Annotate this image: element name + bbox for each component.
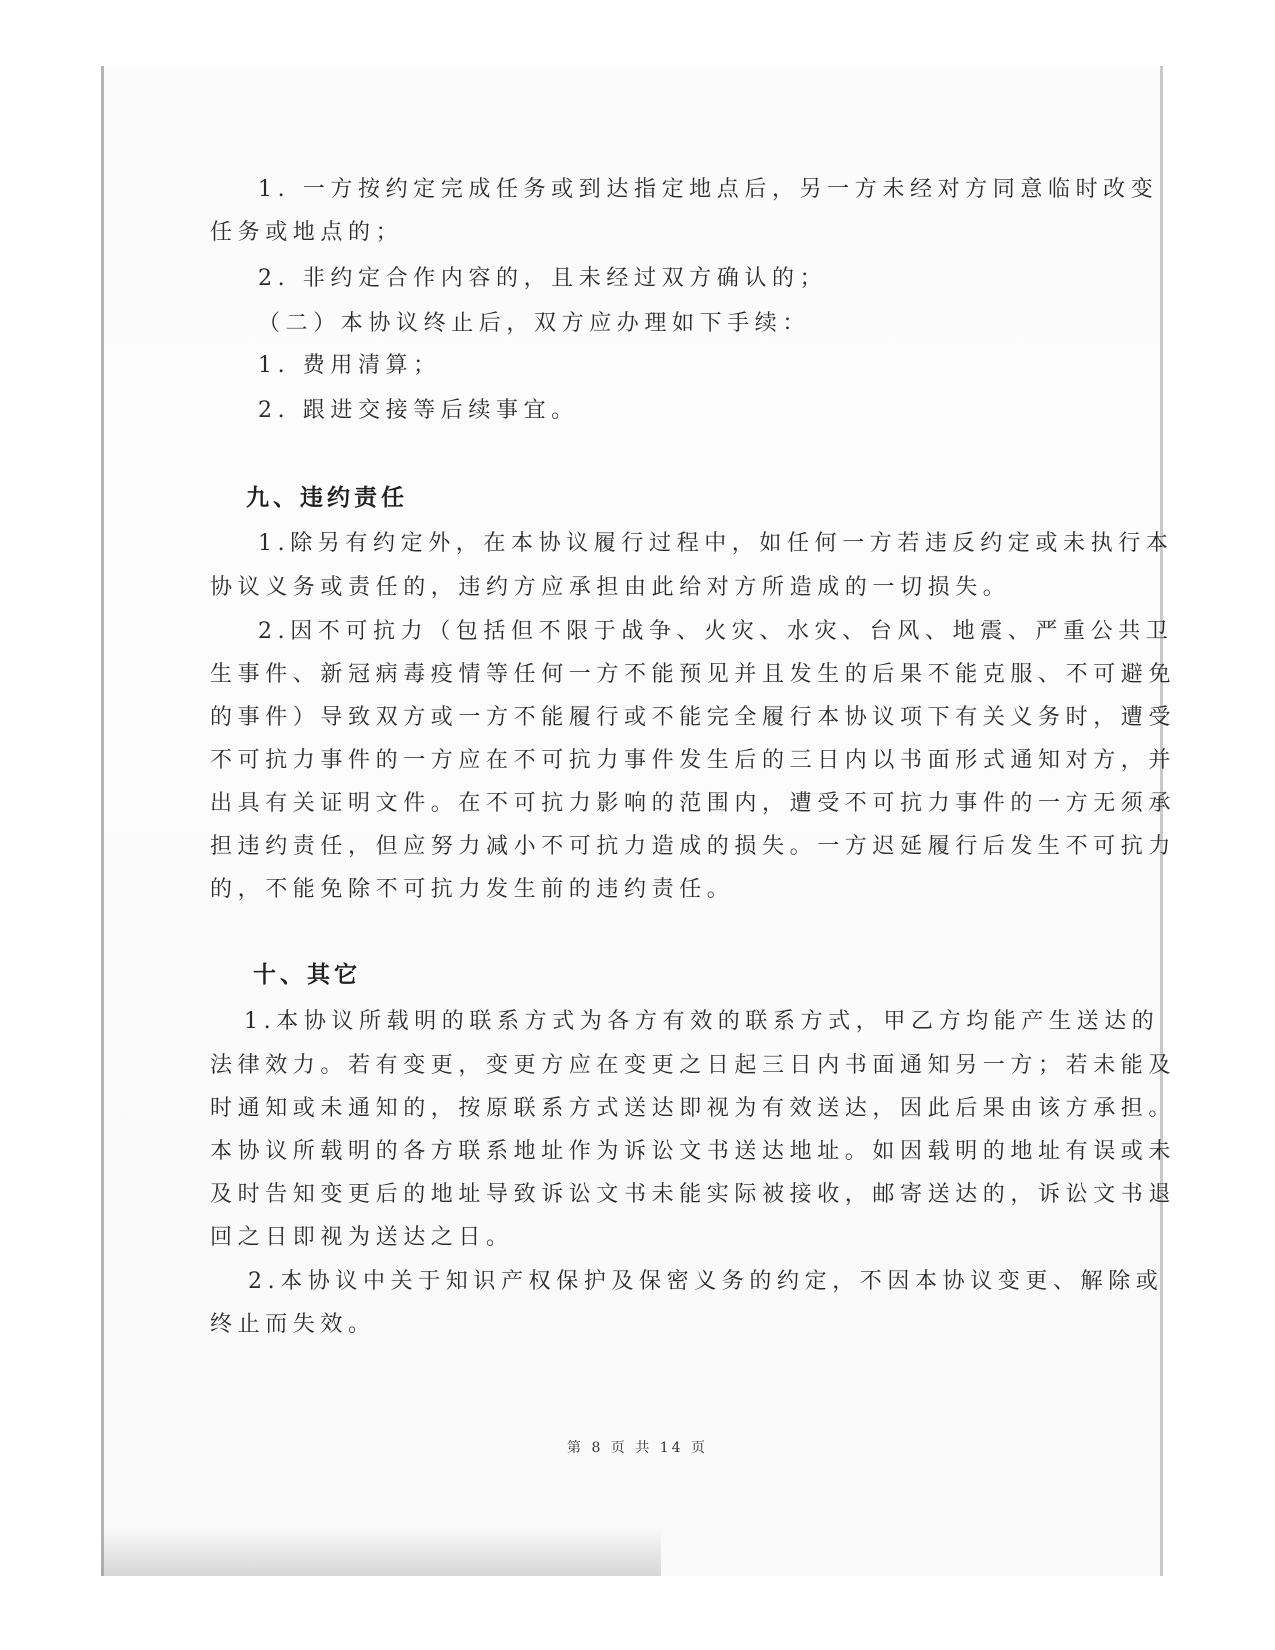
s9-p2-line: 担违约责任，但应努力减小不可抗力造成的损失。一方迟延履行后发生不可抗力 bbox=[210, 834, 1177, 859]
s10-p1-line: 法律效力。若有变更，变更方应在变更之日起三日内书面通知另一方；若未能及 bbox=[210, 1053, 1177, 1078]
s9-p2-line: 生事件、新冠病毒疫情等任何一方不能预见并且发生的后果不能克服、不可避免 bbox=[210, 662, 1177, 687]
s9-p2-line: 的，不能免除不可抗力发生前的违约责任。 bbox=[210, 877, 735, 902]
s10-p1-line: 及时告知变更后的地址导致诉讼文书未能实际被接收，邮寄送达的，诉讼文书退 bbox=[210, 1182, 1177, 1207]
s10-p1-line: 时通知或未通知的，按原联系方式送达即视为有效送达，因此后果由该方承担。 bbox=[210, 1096, 1177, 1121]
s9-p2-line: 的事件）导致双方或一方不能履行或不能完全履行本协议项下有关义务时，遭受 bbox=[210, 705, 1177, 730]
s9-p2-line: 2.因不可抗力（包括但不限于战争、火灾、水灾、台风、地震、严重公共卫 bbox=[258, 619, 1174, 644]
s10-p1-line: 1.本协议所载明的联系方式为各方有效的联系方式，甲乙方均能产生送达的 bbox=[244, 1009, 1160, 1034]
section9-title: 九、违约责任 bbox=[246, 485, 408, 511]
s10-p1-line: 回之日即视为送达之日。 bbox=[210, 1225, 514, 1250]
s8-sub2-item1: 1. 费用清算； bbox=[258, 353, 441, 378]
s10-p2-line: 2.本协议中关于知识产权保护及保密义务的约定，不因本协议变更、解除或 bbox=[248, 1269, 1164, 1294]
paper-bottom-shadow bbox=[101, 1528, 661, 1576]
paper-left-edge bbox=[101, 66, 104, 1576]
s8-item1-line2: 任务或地点的； bbox=[210, 220, 404, 245]
s8-sub2-heading: （二）本协议终止后，双方应办理如下手续： bbox=[258, 311, 811, 336]
s9-p1-line: 1.除另有约定外，在本协议履行过程中，如任何一方若违反约定或未执行本 bbox=[258, 531, 1174, 556]
s10-p2-line: 终止而失效。 bbox=[210, 1312, 376, 1337]
s8-item1-line1: 1. 一方按约定完成任务或到达指定地点后，另一方未经对方同意临时改变 bbox=[258, 177, 1159, 202]
s10-p1-line: 本协议所载明的各方联系地址作为诉讼文书送达地址。如因载明的地址有误或未 bbox=[210, 1139, 1177, 1164]
section10-title: 十、其它 bbox=[253, 962, 361, 988]
s8-item2: 2. 非约定合作内容的，且未经过双方确认的； bbox=[258, 266, 828, 291]
s8-sub2-item2: 2. 跟进交接等后续事宜。 bbox=[258, 398, 579, 423]
page-number-footer: 第 8 页 共 14 页 bbox=[567, 1440, 708, 1456]
s9-p1-line: 协议义务或责任的，违约方应承担由此给对方所造成的一切损失。 bbox=[210, 575, 1011, 600]
s9-p2-line: 不可抗力事件的一方应在不可抗力事件发生后的三日内以书面形式通知对方，并 bbox=[210, 748, 1177, 773]
s9-p2-line: 出具有关证明文件。在不可抗力影响的范围内，遭受不可抗力事件的一方无须承 bbox=[210, 791, 1177, 816]
